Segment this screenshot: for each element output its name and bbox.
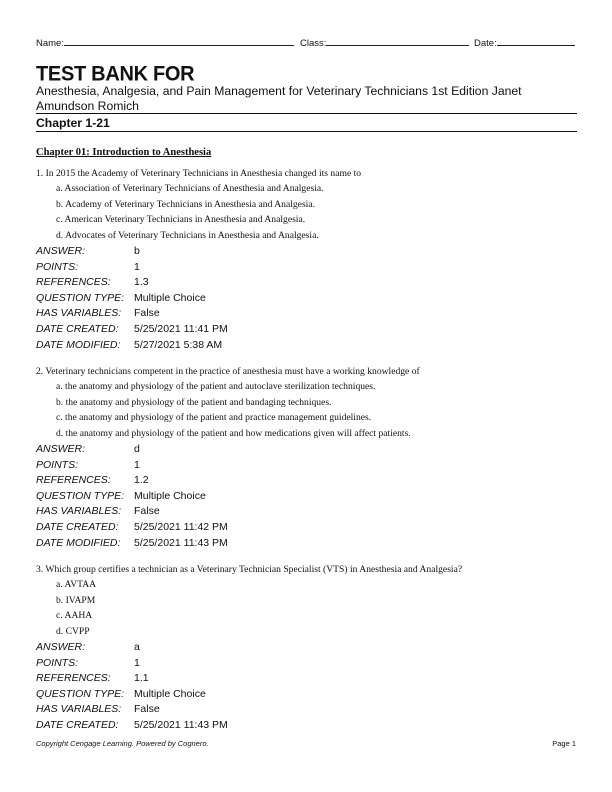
student-info-header [36, 36, 576, 50]
name-field [36, 36, 294, 49]
points-value: 1 [134, 459, 140, 471]
option-b: b. IVAPM [56, 595, 96, 606]
has-variables-label: HAS VARIABLES: [36, 307, 122, 319]
option-b: b. the anatomy and physiology of the patient and bandaging techniques. [56, 397, 332, 408]
name-blank [64, 36, 294, 46]
answer-value: d [134, 443, 140, 455]
class-field [300, 36, 469, 49]
document-title: TEST BANK FOR [36, 62, 195, 86]
references-label: REFERENCES: [36, 276, 111, 288]
chapter-divider [36, 131, 577, 132]
references-value: 1.2 [134, 474, 149, 486]
question-type-label: QUESTION TYPE: [36, 490, 125, 502]
question-type-value: Multiple Choice [134, 292, 206, 304]
option-d: d. CVPP [56, 626, 90, 637]
has-variables-label: HAS VARIABLES: [36, 505, 122, 517]
date-created-label: DATE CREATED: [36, 719, 119, 731]
date-modified-value: 5/25/2021 11:43 PM [134, 537, 228, 549]
has-variables-value: False [134, 505, 160, 517]
chapter-heading: Chapter 1-21 [36, 116, 110, 130]
question-type-value: Multiple Choice [134, 490, 206, 502]
answer-value: b [134, 245, 140, 257]
date-modified-value: 5/27/2021 5:38 AM [134, 339, 223, 351]
date-created-value: 5/25/2021 11:43 PM [134, 719, 228, 731]
date-created-value: 5/25/2021 11:41 PM [134, 323, 228, 335]
points-label: POINTS: [36, 261, 79, 273]
points-value: 1 [134, 657, 140, 669]
references-label: REFERENCES: [36, 672, 111, 684]
date-created-value: 5/25/2021 11:42 PM [134, 521, 228, 533]
copyright-footer: Copyright Cengage Learning. Powered by Cognero. [36, 739, 209, 748]
question-text: 2. Veterinary technicians competent in the practice of anesthesia must have a working knowledge of [36, 366, 420, 377]
document-subtitle: Anesthesia, Analgesia, and Pain Management for Veterinary Technicians 1st Edition Janet Amundson Romich [36, 84, 522, 113]
date-label: Date: [474, 38, 497, 49]
points-label: POINTS: [36, 657, 79, 669]
points-value: 1 [134, 261, 140, 273]
date-blank [497, 36, 575, 46]
answer-label: ANSWER: [36, 641, 86, 653]
option-c: c. the anatomy and physiology of the patient and practice management guidelines. [56, 412, 372, 423]
option-c: c. American Veterinary Technicians in Anesthesia and Analgesia. [56, 214, 306, 225]
question-text: 3. Which group certifies a technician as a Veterinary Technician Specialist (VTS) in Anesthesia and Analgesia? [36, 564, 463, 575]
option-a: a. AVTAA [56, 579, 97, 590]
question-type-label: QUESTION TYPE: [36, 688, 125, 700]
date-field [474, 36, 575, 49]
has-variables-label: HAS VARIABLES: [36, 703, 122, 715]
option-d: d. the anatomy and physiology of the patient and how medications given will affect patients. [56, 428, 411, 439]
question-type-value: Multiple Choice [134, 688, 206, 700]
option-d: d. Advocates of Veterinary Technicians in Anesthesia and Analgesia. [56, 230, 319, 241]
answer-value: a [134, 641, 140, 653]
class-blank [326, 36, 469, 46]
option-b: b. Academy of Veterinary Technicians in Anesthesia and Analgesia. [56, 199, 315, 210]
section-title: Chapter 01: Introduction to Anesthesia [36, 147, 212, 158]
class-label: Class: [300, 38, 327, 49]
has-variables-value: False [134, 703, 160, 715]
question-type-label: QUESTION TYPE: [36, 292, 125, 304]
option-a: a. the anatomy and physiology of the patient and autoclave sterilization techniques. [56, 381, 376, 392]
references-label: REFERENCES: [36, 474, 111, 486]
name-label: Name: [36, 38, 64, 49]
answer-label: ANSWER: [36, 245, 86, 257]
date-modified-label: DATE MODIFIED: [36, 537, 121, 549]
points-label: POINTS: [36, 459, 79, 471]
references-value: 1.1 [134, 672, 149, 684]
references-value: 1.3 [134, 276, 149, 288]
page-number: Page 1 [552, 739, 576, 748]
answer-label: ANSWER: [36, 443, 86, 455]
date-created-label: DATE CREATED: [36, 521, 119, 533]
title-divider [36, 113, 577, 114]
has-variables-value: False [134, 307, 160, 319]
option-c: c. AAHA [56, 610, 93, 621]
date-modified-label: DATE MODIFIED: [36, 339, 121, 351]
option-a: a. Association of Veterinary Technicians of Anesthesia and Analgesia. [56, 183, 324, 194]
date-created-label: DATE CREATED: [36, 323, 119, 335]
question-text: 1. In 2015 the Academy of Veterinary Technicians in Anesthesia changed its name to [36, 168, 362, 179]
